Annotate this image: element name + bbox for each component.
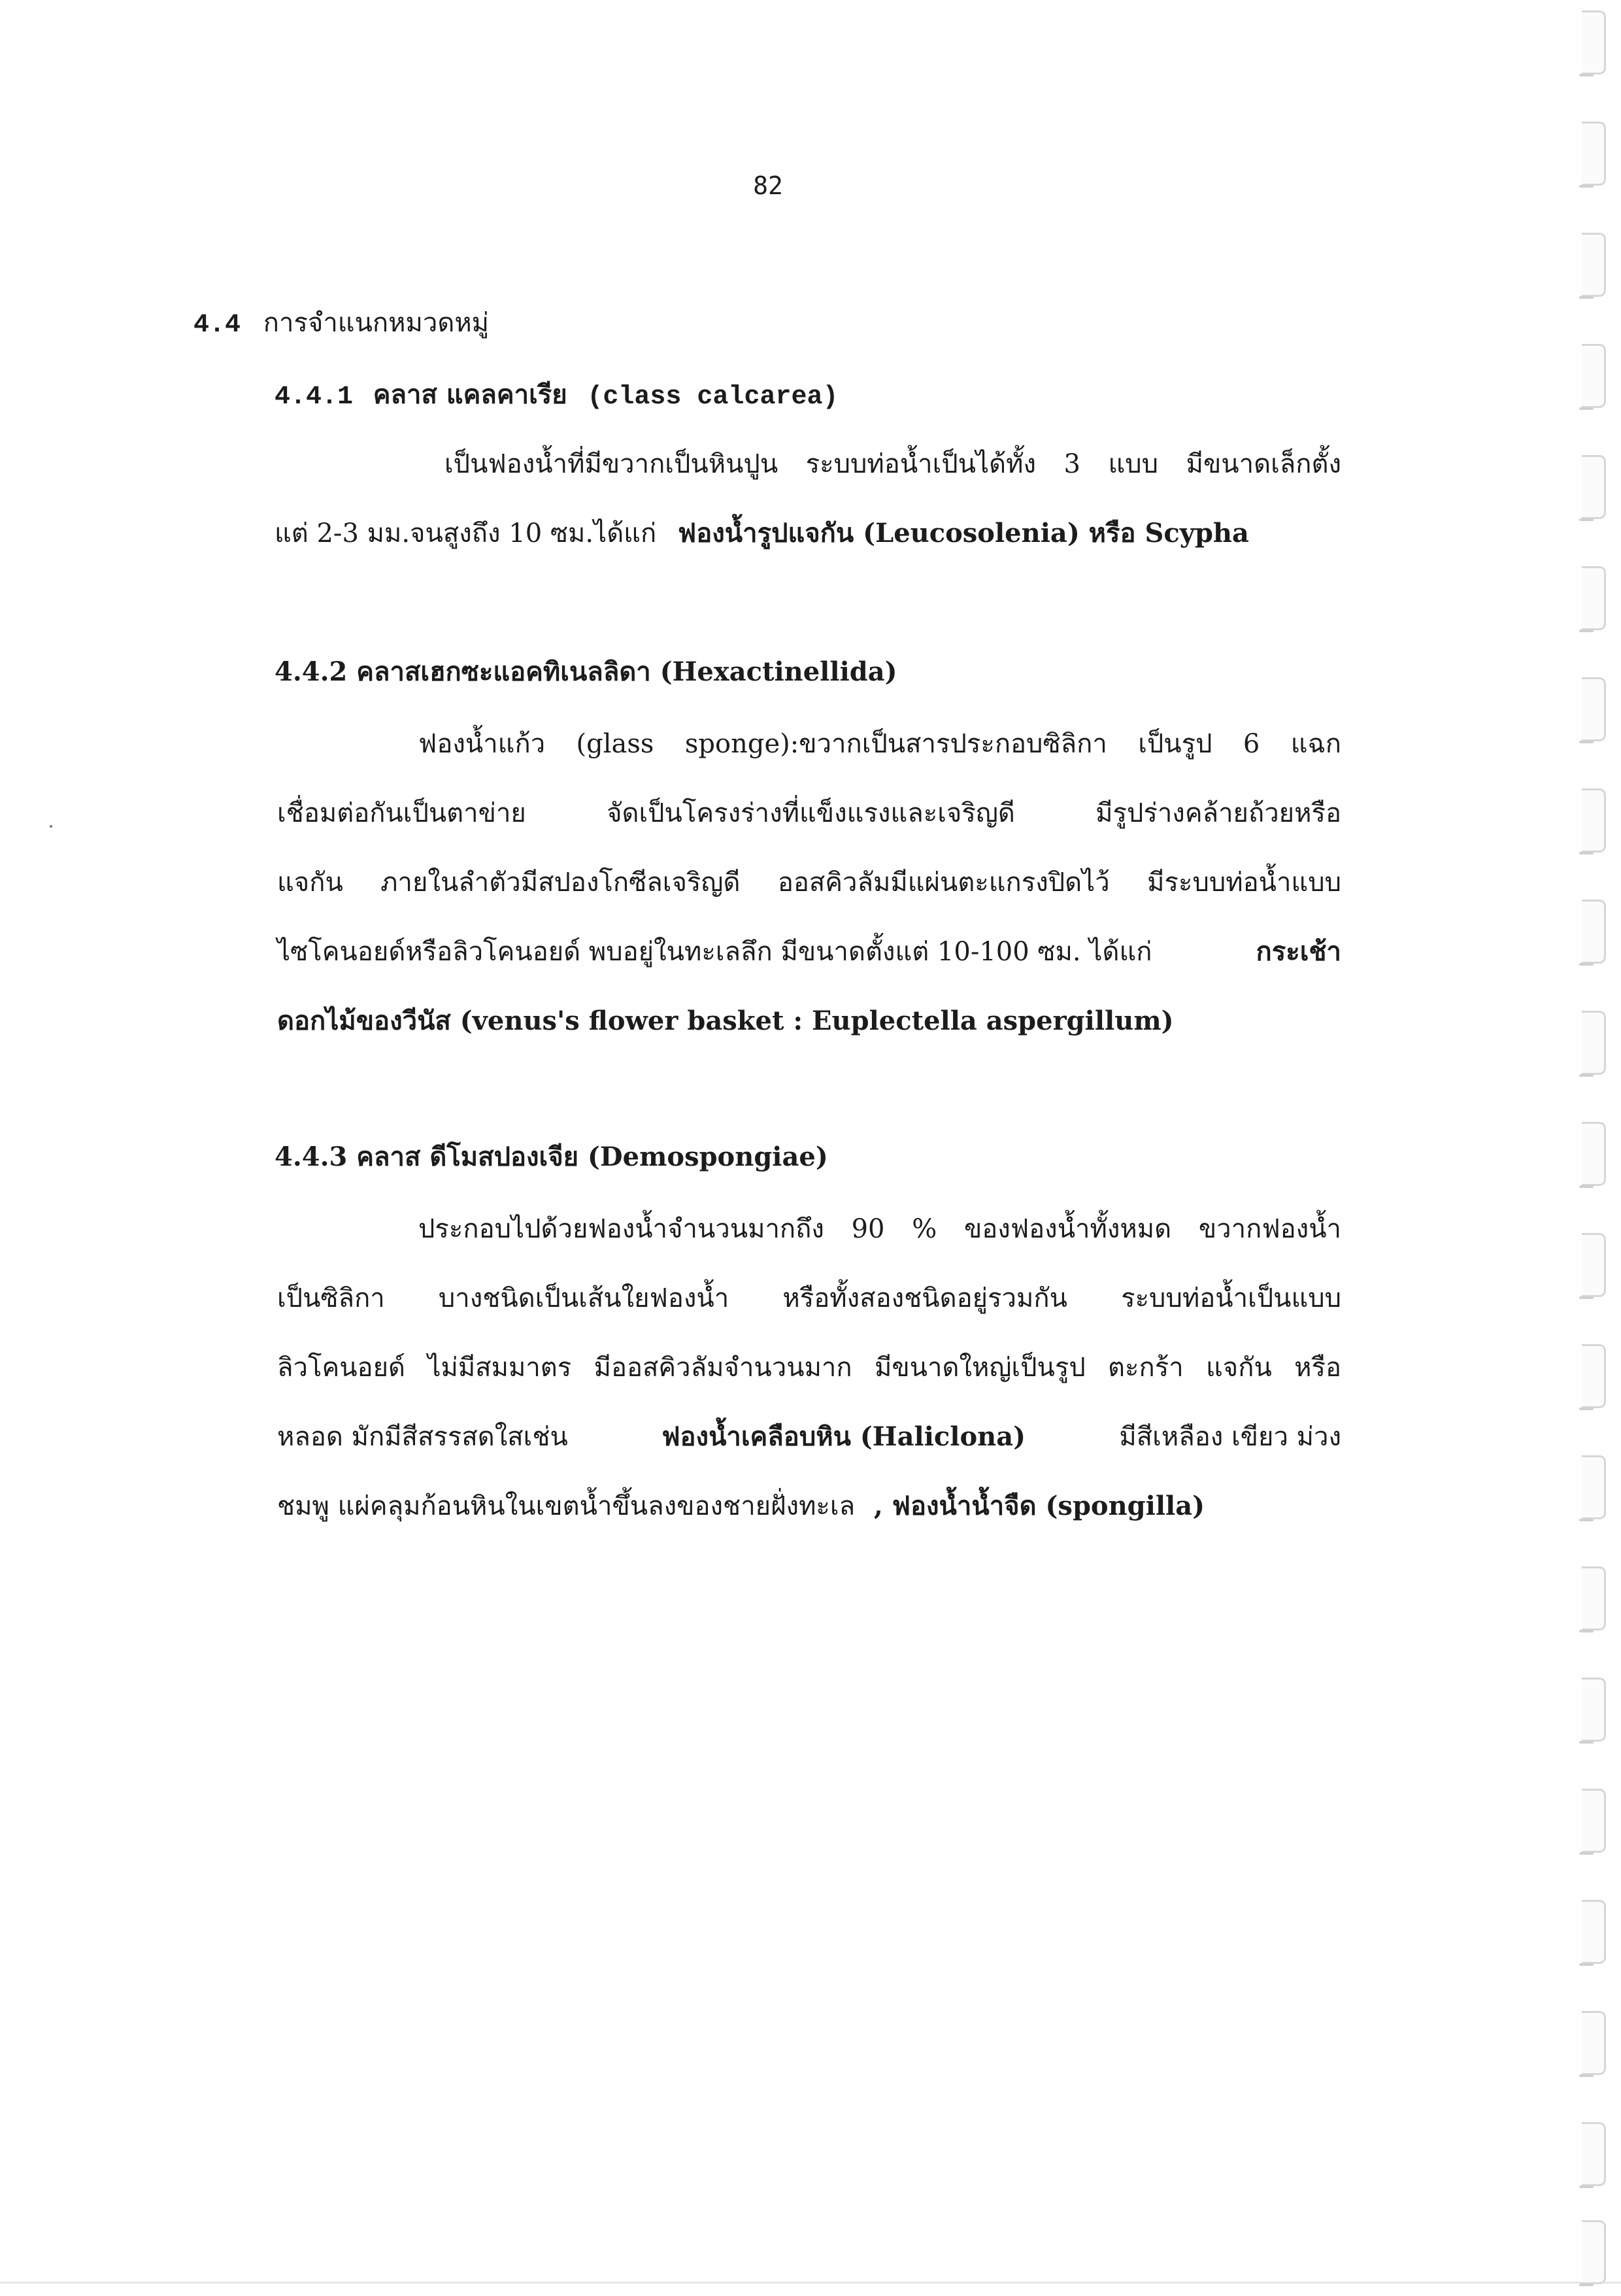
binding-ring xyxy=(1582,677,1606,741)
binding-ring xyxy=(1582,1789,1606,1853)
paragraph-line: ลิวโคนอยด์ ไม่มีสมมาตร มีออสคิวลัมจำนวนมาก มีขนาดใหญ่เป็นรูป ตะกร้า แจกัน หรือ xyxy=(277,1353,1341,1383)
paragraph-line: ประกอบไปด้วยฟองน้ำจำนวนมากถึง 90 % ของฟองน้ำทั้งหมด ขวากฟองน้ำ xyxy=(418,1214,1341,1244)
binding-ring xyxy=(1582,2122,1606,2186)
binding-ring xyxy=(1582,233,1606,297)
binding-ring xyxy=(1582,2011,1606,2075)
text-plain: มีสีเหลือง เขียว ม่วง xyxy=(1119,1422,1341,1452)
binding-ring xyxy=(1582,122,1606,186)
paragraph-line: ดอกไม้ของวีนัส (venus's flower basket : Euplectella aspergillum) xyxy=(277,1005,1174,1036)
text-bold: ฟองน้ำเคลือบหิน (Haliclona) xyxy=(661,1421,1026,1452)
text-plain: ชมพู แผ่คลุมก้อนหินในเขตน้ำขึ้นลงของชายฝั่งทะเล xyxy=(277,1491,856,1521)
binding-ring xyxy=(1582,2220,1606,2284)
page-edge xyxy=(0,2282,1621,2284)
binding-ring xyxy=(1582,1678,1606,1742)
binding-ring xyxy=(1582,1900,1606,1964)
subsection-heading-4-4-2: 4.4.2 คลาสเฮกซะแอคทิเนลลิดา (Hexactinellida) xyxy=(275,656,897,687)
text-bold: , ฟองน้ำน้ำจืด (spongilla) xyxy=(873,1491,1205,1521)
paragraph-line: เชื่อมต่อกันเป็นตาข่าย จัดเป็นโครงร่างที่แข็งแรงและเจริญดี มีรูปร่างคล้ายถ้วยหรือ xyxy=(277,798,1341,828)
subsection-heading-4-4-3: 4.4.3 คลาส ดีโมสปองเจีย (Demospongiae) xyxy=(275,1141,828,1172)
heading-thai: คลาส แคลคาเรีย xyxy=(373,379,567,410)
binding-ring xyxy=(1582,1344,1606,1408)
heading-number: 4.4.1 xyxy=(275,382,354,412)
text-bold: กระเช้า xyxy=(1256,936,1341,967)
binding-ring xyxy=(1582,1011,1606,1075)
binding-ring xyxy=(1582,1233,1606,1297)
section-heading xyxy=(193,305,489,344)
binding-ring xyxy=(1582,788,1606,853)
paragraph-line: ฟองน้ำแก้ว (glass sponge):ขวากเป็นสารประกอบซิลิกา เป็นรูป 6 แฉก xyxy=(418,729,1342,759)
section-title: การจำแนกหมวดหมู่ xyxy=(263,308,490,338)
scan-speck xyxy=(50,825,52,828)
binding-ring xyxy=(1582,900,1606,964)
section-number: 4.4 xyxy=(193,311,241,340)
binding-ring xyxy=(1582,1122,1606,1186)
paragraph-line: เป็นฟองน้ำที่มีขวากเป็นหินปูน ระบบท่อน้ำเป็นได้ทั้ง 3 แบบ มีขนาดเล็กตั้ง xyxy=(444,449,1341,479)
heading-latin: (class calcarea) xyxy=(587,382,839,412)
paragraph-line xyxy=(277,1488,1205,1525)
paragraph-line xyxy=(277,934,1341,970)
text-bold: ฟองน้ำรูปแจกัน (Leucosolenia) หรือ Scypha xyxy=(677,518,1249,549)
binding-ring xyxy=(1582,1455,1606,1519)
paragraph-line xyxy=(275,515,1341,552)
binding-ring xyxy=(1582,1566,1606,1630)
binding-ring xyxy=(1582,566,1606,630)
paragraph-line: แจกัน ภายในลำตัวมีสปองโกซีลเจริญดี ออสคิวลัมมีแผ่นตะแกรงปิดไว้ มีระบบท่อน้ำแบบ xyxy=(277,868,1341,898)
binding-ring xyxy=(1582,10,1606,75)
paragraph-line xyxy=(277,1419,1341,1455)
text-plain: ไซโคนอยด์หรือลิวโคนอยด์ พบอยู่ในทะเลลึก มีขนาดตั้งแต่ 10-100 ซม. ได้แก่ xyxy=(277,937,1152,967)
text-plain: หลอด มักมีสีสรรสดใสเช่น xyxy=(277,1422,568,1452)
page-number: 82 xyxy=(753,171,783,200)
subsection-heading-4-4-1 xyxy=(275,377,838,416)
binding-ring xyxy=(1582,455,1606,519)
spiral-binding xyxy=(1569,0,1621,2296)
binding-ring xyxy=(1582,344,1606,408)
paragraph-line: เป็นซิลิกา บางชนิดเป็นเส้นใยฟองน้ำ หรือทั้งสองชนิดอยู่รวมกัน ระบบท่อน้ำเป็นแบบ xyxy=(277,1283,1341,1313)
text-plain: แต่ 2-3 มม.จนสูงถึง 10 ซม.ได้แก่ xyxy=(275,518,657,549)
